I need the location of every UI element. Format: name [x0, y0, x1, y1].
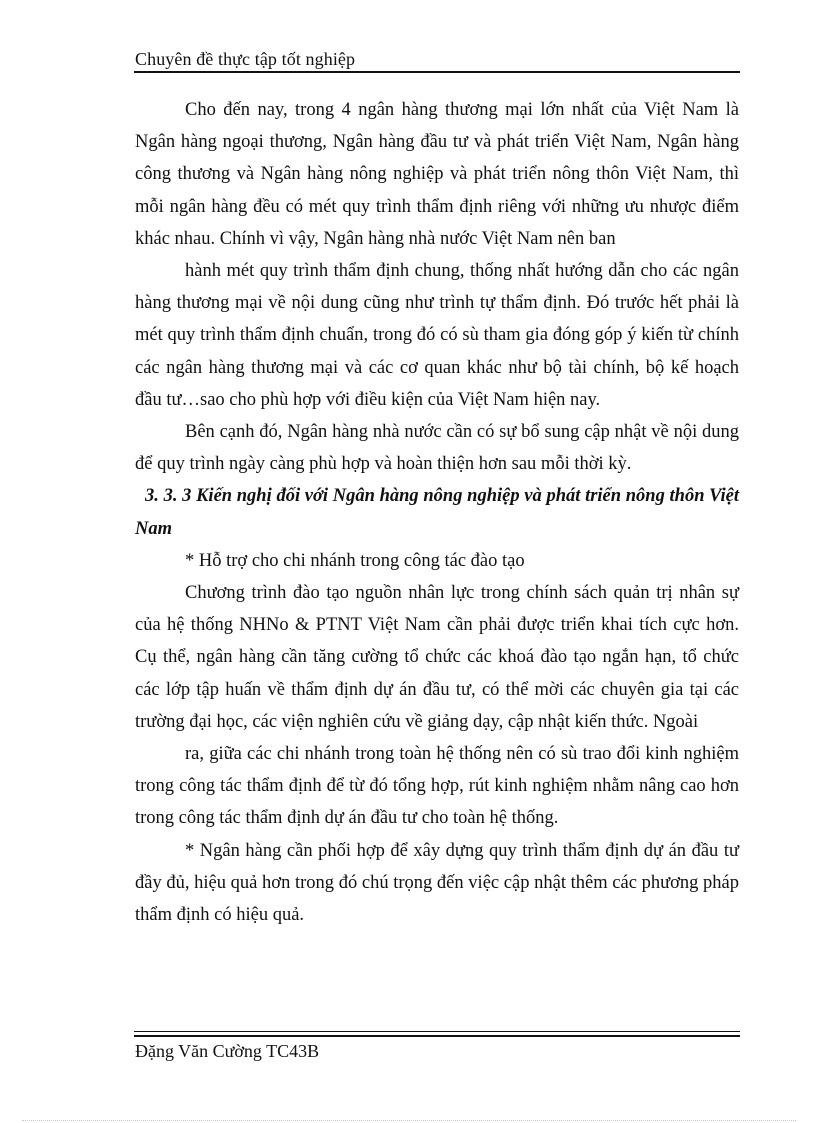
- paragraph-2: hành mét quy trình thẩm định chung, thống nhất hướng dẫn cho các ngân hàng thương mại về nội dung cũng như trình tự thẩm định. Đó trước hết phải là mét quy trình thẩm định chuẩn, trong đó có sù tham gia đóng góp ý kiến từ chính các ngân hàng thương mại và các cơ quan khác như bộ tài chính, bộ kế hoạch đầu tư…sao cho phù hợp với điều kiện của Việt Nam hiện nay.: [135, 261, 739, 410]
- document-body: [135, 94, 739, 931]
- footer-divider-thin: [134, 1031, 740, 1032]
- section-heading: 3. 3. 3 Kiến nghị đối với Ngân hàng nông nghiệp và phát triển nông thôn Việt Nam: [135, 486, 739, 539]
- paragraph-4: * Hỗ trợ cho chi nhánh trong công tác đào tạo: [185, 550, 525, 571]
- page-footer-author: Đặng Văn Cường TC43B: [135, 1041, 320, 1061]
- paragraph-6: ra, giữa các chi nhánh trong toàn hệ thống nên có sù trao đổi kinh nghiệm trong công tác thẩm định để từ đó tổng hợp, rút kinh nghiệm nhằm nâng cao hơn trong công tác thẩm định dự án đầu tư cho toàn hệ thống.: [135, 744, 739, 829]
- header-divider: [134, 71, 740, 73]
- paragraph-7: * Ngân hàng cần phối hợp để xây dựng quy trình thẩm định dự án đầu tư đầy đủ, hiệu quả hơn trong đó chú trọng đến việc cập nhật thêm các phương pháp thẩm định có hiệu quả.: [135, 840, 739, 926]
- page-header-title: Chuyên đề thực tập tốt nghiệp: [135, 49, 356, 69]
- footer-divider-thick: [134, 1035, 740, 1037]
- paragraph-5: Chương trình đào tạo nguồn nhân lực trong chính sách quản trị nhân sự của hệ thống NHNo & PTNT Việt Nam cần phải được triển khai tích cực hơn. Cụ thể, ngân hàng cần tăng cường tổ chức các khoá đào tạo ngắn hạn, tổ chức các lớp tập huấn về thẩm định dự án đầu tư, có thể mời các chuyên gia tại các trường đại học, các viện nghiên cứu về giảng dạy, cập nhật kiến thức. Ngoài: [135, 583, 739, 732]
- paragraph-1: Cho đến nay, trong 4 ngân hàng thương mại lớn nhất của Việt Nam là Ngân hàng ngoại thương, Ngân hàng đầu tư và phát triển Việt Nam, Ngân hàng công thương và Ngân hàng nông nghiệp và phát triển nông thôn Việt Nam, thì mỗi ngân hàng đều có mét quy trình thẩm định riêng với những ưu nhược điểm khác nhau. Chính vì vậy, Ngân hàng nhà nước Việt Nam nên ban: [135, 100, 739, 249]
- paragraph-3: Bên cạnh đó, Ngân hàng nhà nước cần có sự bổ sung cập nhật về nội dung để quy trình ngày càng phù hợp và hoàn thiện hơn sau mỗi thời kỳ.: [135, 422, 739, 475]
- page-edge-dots: [22, 1120, 796, 1121]
